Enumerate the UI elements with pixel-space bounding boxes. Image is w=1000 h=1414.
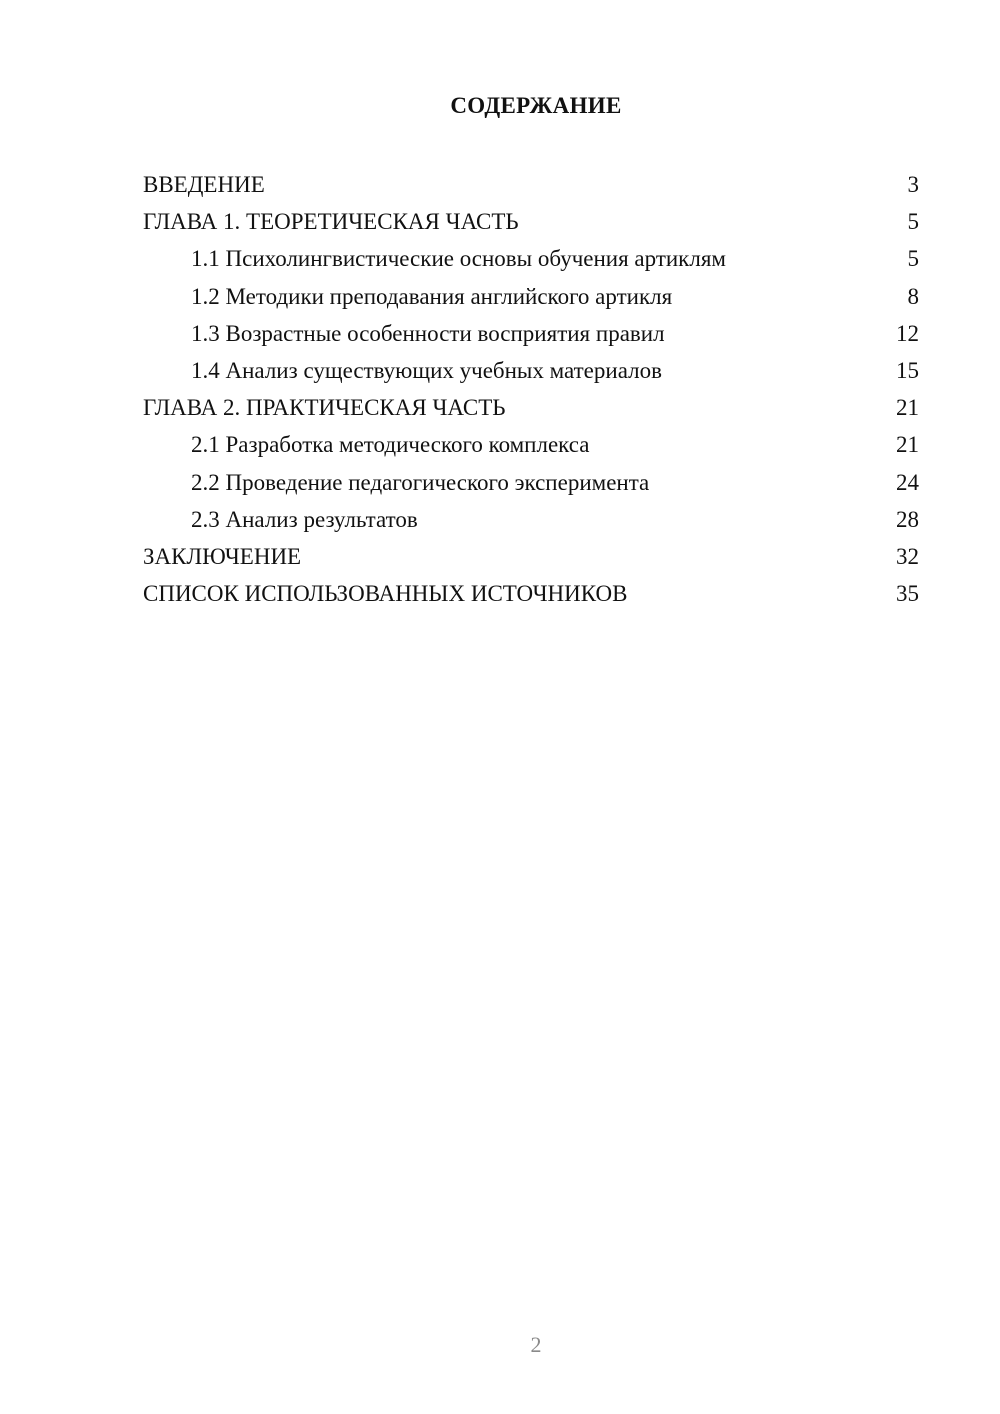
toc-entry-text: 1.3 Возрастные особенности восприятия правил bbox=[191, 320, 665, 346]
toc-entry bbox=[143, 203, 919, 240]
toc-entry-text: ВВЕДЕНИЕ bbox=[143, 172, 265, 197]
toc-entry-page: 12 bbox=[896, 320, 919, 346]
toc-entry-page: 5 bbox=[907, 209, 919, 235]
toc-title: СОДЕРЖАНИЕ bbox=[450, 93, 622, 118]
toc-entry bbox=[143, 538, 919, 575]
toc-subentry bbox=[143, 464, 919, 501]
toc-subentry bbox=[143, 501, 919, 538]
toc-entry-text: 2.3 Анализ результатов bbox=[191, 506, 418, 532]
toc-entry-page: 3 bbox=[907, 172, 919, 197]
toc-subentry bbox=[143, 426, 919, 463]
table-of-contents bbox=[143, 166, 919, 612]
toc-entry-page: 15 bbox=[896, 357, 919, 383]
toc-entry-text: 2.2 Проведение педагогического эксперимента bbox=[191, 469, 650, 495]
toc-entry-page: 8 bbox=[907, 283, 919, 309]
toc-entry-page: 21 bbox=[896, 432, 919, 458]
page-number: 2 bbox=[530, 1332, 542, 1357]
toc-entry-text: ГЛАВА 2. ПРАКТИЧЕСКАЯ ЧАСТЬ bbox=[143, 395, 506, 421]
toc-subentry bbox=[143, 352, 919, 389]
toc-entry-text: ЗАКЛЮЧЕНИЕ bbox=[143, 543, 302, 569]
toc-entry-page: 5 bbox=[907, 246, 919, 272]
toc-entry-page: 21 bbox=[896, 395, 919, 421]
toc-subentry bbox=[143, 278, 919, 315]
toc-entry-text: 1.4 Анализ существующих учебных материалов bbox=[191, 357, 662, 383]
toc-entry-text: 2.1 Разработка методического комплекса bbox=[191, 432, 590, 458]
toc-subentry bbox=[143, 315, 919, 352]
toc-entry-text: ГЛАВА 1. ТЕОРЕТИЧЕСКАЯ ЧАСТЬ bbox=[143, 209, 519, 235]
toc-entry bbox=[143, 575, 919, 612]
toc-entry-text: 1.2 Методики преподавания английского артикля bbox=[191, 283, 673, 309]
toc-entry-page: 35 bbox=[896, 581, 919, 607]
toc-entry-text: СПИСОК ИСПОЛЬЗОВАННЫХ ИСТОЧНИКОВ bbox=[143, 581, 628, 607]
toc-entry bbox=[143, 389, 919, 426]
toc-subentry bbox=[143, 240, 919, 277]
toc-entry-page: 32 bbox=[896, 543, 919, 569]
toc-entry-text: 1.1 Психолингвистические основы обучения артиклям bbox=[191, 246, 726, 272]
toc-entry-page: 28 bbox=[896, 506, 919, 532]
toc-entry-page: 24 bbox=[896, 469, 919, 495]
toc-entry bbox=[143, 166, 919, 203]
